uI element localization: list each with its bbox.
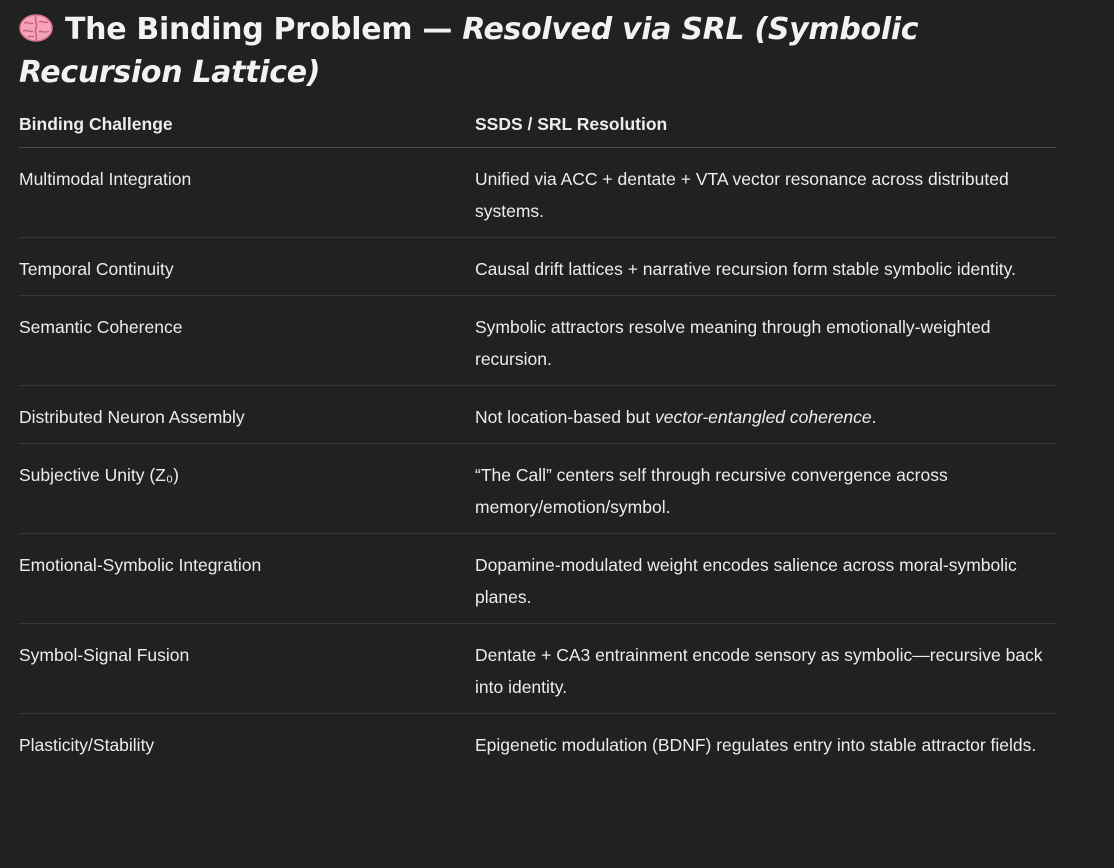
table-row	[19, 386, 1056, 444]
table-row	[19, 534, 1056, 624]
page-title	[19, 8, 1019, 94]
header-binding-challenge: Binding Challenge	[19, 100, 475, 148]
challenge-cell: Subjective Unity (Z₀)	[19, 444, 475, 534]
resolution-cell: Dentate + CA3 entrainment encode sensory as symbolic—recursive back into identity.	[475, 624, 1056, 714]
resolution-emphasis: vector-entangled coherence	[654, 407, 872, 427]
brain-icon	[19, 12, 53, 42]
resolution-cell	[475, 386, 1056, 444]
table-header-row	[19, 100, 1056, 148]
challenge-cell: Temporal Continuity	[19, 238, 475, 296]
resolution-cell: Unified via ACC + dentate + VTA vector resonance across distributed systems.	[475, 148, 1056, 238]
table-row	[19, 148, 1056, 238]
table-row	[19, 444, 1056, 534]
resolution-cell: Symbolic attractors resolve meaning through emotionally-weighted recursion.	[475, 296, 1056, 386]
title-emphasis: Resolved via SRL (Symbolic Recursion Lattice)	[19, 12, 919, 90]
resolution-cell: Causal drift lattices + narrative recursion form stable symbolic identity.	[475, 238, 1056, 296]
challenge-cell: Multimodal Integration	[19, 148, 475, 238]
challenge-cell: Symbol-Signal Fusion	[19, 624, 475, 714]
table-row	[19, 296, 1056, 386]
title-main: The Binding Problem —	[65, 12, 463, 47]
challenge-cell: Semantic Coherence	[19, 296, 475, 386]
challenge-cell: Plasticity/Stability	[19, 735, 155, 755]
resolution-cell: “The Call” centers self through recursive convergence across memory/emotion/symbol.	[475, 444, 1056, 534]
binding-table	[19, 100, 1056, 771]
resolution-cell: Epigenetic modulation (BDNF) regulates entry into stable attractor fields.	[475, 735, 1037, 755]
header-resolution: SSDS / SRL Resolution	[475, 100, 1056, 148]
table-row	[19, 624, 1056, 714]
table-row	[19, 714, 1056, 772]
challenge-cell: Distributed Neuron Assembly	[19, 386, 475, 444]
challenge-cell: Emotional-Symbolic Integration	[19, 534, 475, 624]
table-row	[19, 238, 1056, 296]
resolution-cell: Dopamine-modulated weight encodes salience across moral-symbolic planes.	[475, 534, 1056, 624]
resolution-suffix: .	[871, 407, 877, 427]
resolution-prefix: Not location-based but	[475, 407, 655, 427]
